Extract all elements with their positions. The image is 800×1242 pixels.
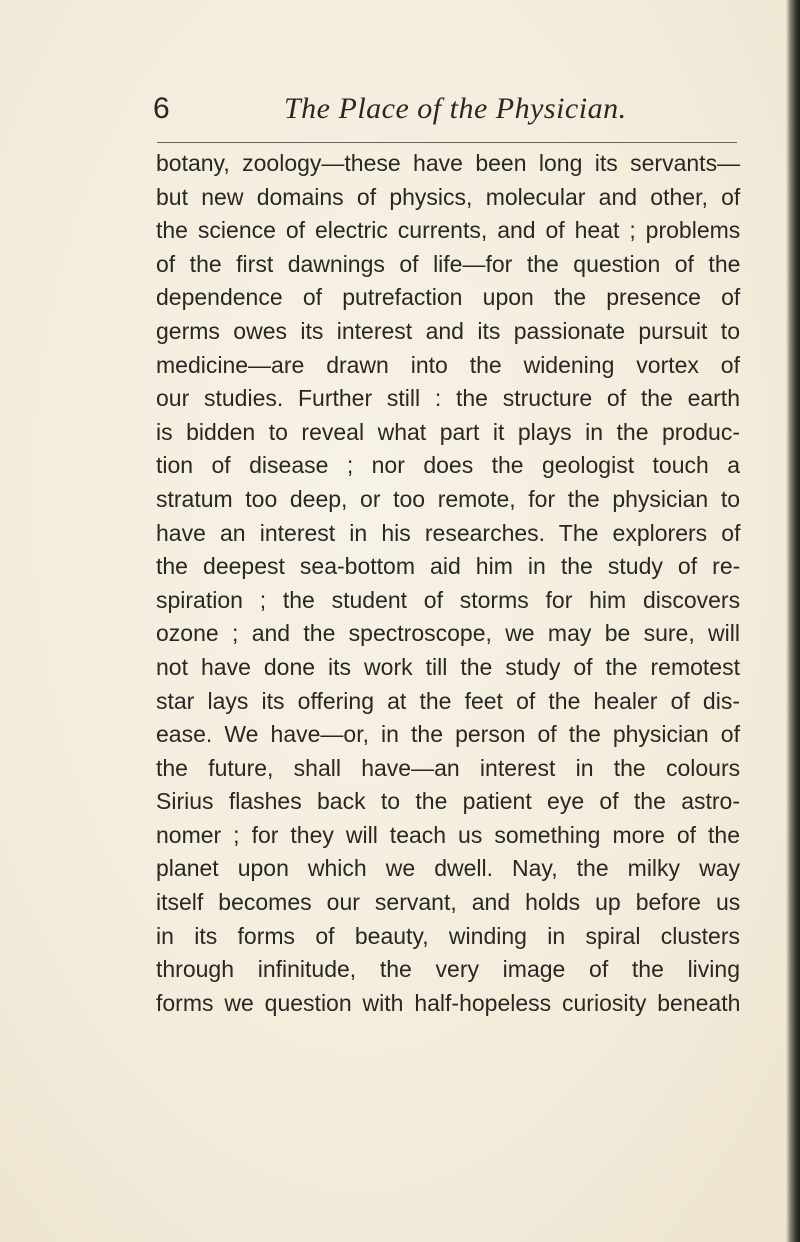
text-line: dependence of putrefaction upon the presence of xyxy=(156,284,741,311)
text-line: of the first dawnings of life—for the question of the xyxy=(156,250,741,277)
text-line: ease. We have—or, in the person of the physician of xyxy=(156,721,740,748)
running-title: The Place of the Physician. xyxy=(284,92,627,125)
text-line: the deepest sea-bottom aid him in the study of re- xyxy=(156,553,741,580)
text-line: not have done its work till the study of the remotest xyxy=(156,653,740,680)
body-text xyxy=(156,147,740,1020)
text-line: planet upon which we dwell. Nay, the milky way xyxy=(156,855,740,882)
text-line: star lays its offering at the feet of the healer of dis- xyxy=(156,687,740,714)
text-line: tion of disease ; nor does the geologist touch a xyxy=(156,452,740,479)
text-line: stratum too deep, or too remote, for the physician to xyxy=(156,485,741,512)
text-line: botany, zoology—these have been long its servants— xyxy=(156,150,741,176)
text-line: is bidden to reveal what part it plays in the produc- xyxy=(156,418,740,445)
page-edge-shadow xyxy=(786,0,800,1242)
text-line: through infinitude, the very image of the living xyxy=(156,956,740,983)
text-line: the future, shall have—an interest in the colours xyxy=(156,754,741,781)
running-head xyxy=(153,92,773,136)
text-line: have an interest in his researches. The explorers of xyxy=(156,519,741,546)
text-line: spiration ; the student of storms for him discovers xyxy=(156,586,741,613)
text-line: forms we question with half-hopeless curiosity beneath xyxy=(156,989,741,1016)
text-line: Sirius flashes back to the patient eye of the astro- xyxy=(156,788,740,815)
header-rule xyxy=(157,142,737,143)
text-line: the science of electric currents, and of heat ; problems xyxy=(156,217,741,244)
text-line: itself becomes our servant, and holds up before us xyxy=(156,889,741,916)
text-line: medicine—are drawn into the widening vortex of xyxy=(156,351,740,378)
text-line: but new domains of physics, molecular and other, of xyxy=(156,183,741,210)
text-line: in its forms of beauty, winding in spiral clusters xyxy=(156,922,740,949)
page-number: 6 xyxy=(153,92,170,125)
text-line: our studies. Further still : the structure of the earth xyxy=(156,385,740,412)
text-line: ozone ; and the spectroscope, we may be sure, will xyxy=(156,620,740,647)
text-line: nomer ; for they will teach us something more of the xyxy=(156,821,740,848)
text-line: germs owes its interest and its passionate pursuit to xyxy=(156,317,740,344)
